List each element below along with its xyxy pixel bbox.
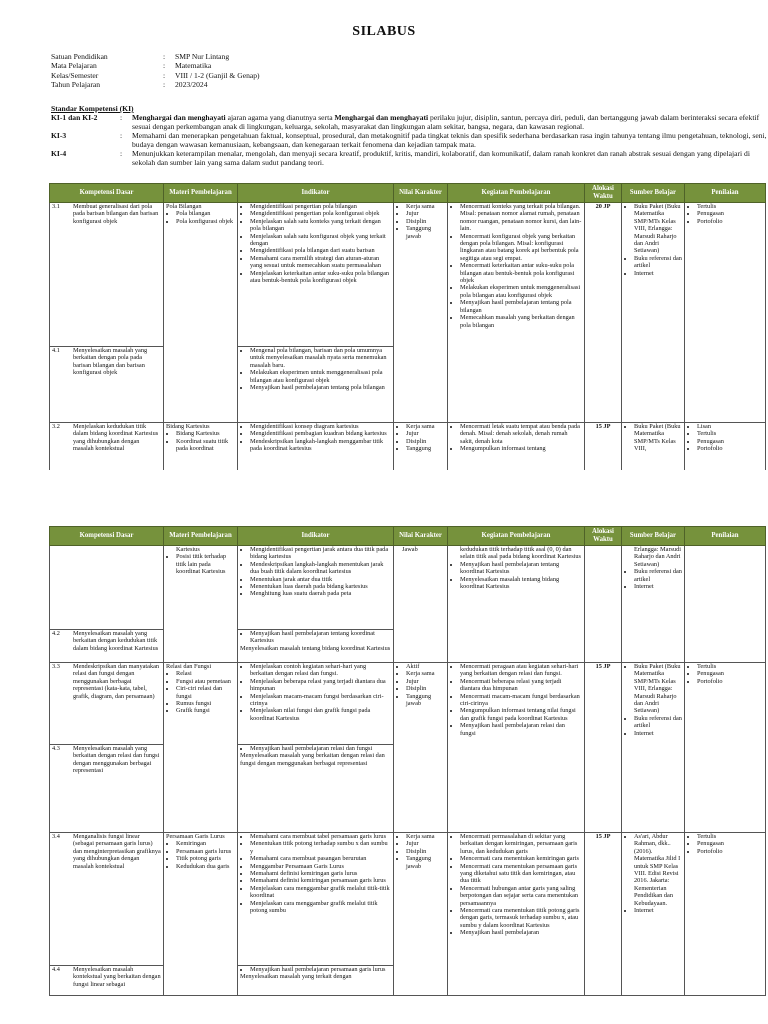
list-item: • Menjelaskan beberapa relasi yang terjadi diantara dua himpunan bbox=[250, 678, 391, 693]
header-alokasi: Alokasi Waktu bbox=[585, 527, 622, 546]
kd-number: 3.3 bbox=[52, 663, 60, 670]
info-label: Kelas/Semester bbox=[51, 70, 99, 80]
list-item: • Tertulis bbox=[697, 203, 763, 210]
list-item: • Memahami cara memilih strategi dan aturan-aturan yang sesuai untuk memecahkan suatu permasalahan bbox=[250, 255, 391, 270]
kd-text: Membuat generalisasi dari pola pada barisan bilangan dan barisan konfigurasi objek bbox=[73, 203, 159, 225]
list-item: • Menyajikan hasil pembelajaran persamaan garis lurus bbox=[250, 966, 391, 973]
penilaian-cell bbox=[685, 833, 766, 996]
header-kegiatan: Kegiatan Pembelajaran bbox=[448, 184, 585, 203]
nilai-cell bbox=[394, 546, 448, 663]
list-item: • As'ari, Abdur Rahman, dkk.. (2016). Matematika Jilid I untuk SMP Kelas VIII. Edisi Revisi 2016. Jakarta: Kementerian Pendidikan dan Kebudayaan. bbox=[634, 833, 682, 907]
header-sumber: Sumber Belajar bbox=[622, 184, 685, 203]
kegiatan-list bbox=[450, 561, 582, 591]
list-item: • Tanggung bbox=[406, 445, 445, 452]
materi-title: Persamaan Garis Lurus bbox=[166, 833, 225, 840]
list-item: • Memahami cara membuat pasangan berurutan bbox=[250, 855, 391, 862]
indikator-text: Menyelesaikan masalah yang berkaitan dengan relasi dan fungsi dengan menggunakan berbagai representasi bbox=[240, 752, 385, 767]
list-item: • Mencermati letak suatu tempat atau benda pada denah. Misal: denah sekolah, denah rumah sakit, denah kota bbox=[460, 423, 582, 445]
sumber-cell bbox=[622, 546, 685, 663]
list-item: • Menentukan jarak antar dua titik bbox=[250, 576, 391, 583]
alokasi-cell: 15 JP bbox=[585, 833, 622, 996]
list-item: • Buku Paket (Buku Matematika SMP/MTs Kelas VIII, Erlangga: Marsudi Raharjo dan Andri Setiawan) bbox=[634, 663, 682, 715]
list-item: • Mengidentifikasi pengertian jarak antara dua titik pada bidang kartesius bbox=[250, 546, 391, 561]
sumber-cell bbox=[622, 833, 685, 996]
ki-bold: Menghargai dan menghayati bbox=[132, 113, 226, 122]
list-item: • Mencermati beberapa relasi yang terjadi diantara dua himpunan bbox=[460, 678, 582, 693]
penilaian-list bbox=[687, 423, 763, 453]
kd-number: 4.3 bbox=[52, 745, 60, 752]
list-item: • Menentukan titik potong terhadap sumbu x dan sumbu y bbox=[250, 840, 391, 855]
nilai-list bbox=[396, 203, 445, 240]
list-item: • Internet bbox=[634, 730, 682, 737]
indikator-cell bbox=[238, 630, 394, 663]
materi-list bbox=[166, 670, 235, 714]
syllabus-table-2 bbox=[49, 526, 766, 996]
materi-list bbox=[166, 210, 235, 225]
ki-row-3 bbox=[51, 131, 768, 149]
ki-row-4 bbox=[51, 149, 768, 167]
kd-number: 3.1 bbox=[52, 203, 60, 210]
indikator-cell bbox=[238, 745, 394, 833]
list-item: • Memahami cara membuat tabel persamaan garis lurus bbox=[250, 833, 391, 840]
list-item: • Mengumpulkan informasi tentang nilai fungsi dan grafik fungsi pada koordinat Kartesius bbox=[460, 707, 582, 722]
list-item: • Menyajikan hasil pembelajaran tentang koordinat Kartesius bbox=[250, 630, 391, 645]
alokasi-cell: 15 JP bbox=[585, 663, 622, 833]
list-item: • Penugasan bbox=[697, 840, 763, 847]
sumber-list bbox=[624, 568, 682, 590]
list-item: • Menyajikan hasil pembelajaran relasi dan fungsi bbox=[250, 745, 391, 752]
kegiatan-list bbox=[450, 663, 582, 737]
list-item: • Jujur bbox=[406, 840, 445, 847]
header-indikator: Indikator bbox=[238, 184, 394, 203]
indikator-list bbox=[240, 630, 391, 645]
info-colon: : bbox=[163, 61, 166, 71]
kd-text: Menganalisis fungsi linear (sebagai persamaan garis lurus) dan menginterpretasikan grafiknya yang dihubungkan dengan masalah kontekstual bbox=[73, 833, 161, 870]
list-item: • Kerja sama bbox=[406, 423, 445, 430]
list-item: • Mencermati keterkaitan antar suku-suku pola bilangan atau bentuk-bentuk pola konfigurasi objek bbox=[460, 262, 582, 284]
header-materi: Materi Pembelajaran bbox=[164, 184, 238, 203]
table-row bbox=[50, 203, 766, 347]
info-label: Tahun Pelajaran bbox=[51, 80, 101, 90]
list-item: • Tanggung jawab bbox=[406, 855, 445, 870]
indikator-list bbox=[240, 833, 391, 914]
penilaian-cell bbox=[685, 546, 766, 663]
penilaian-list bbox=[687, 833, 763, 855]
nilai-cell bbox=[394, 423, 448, 470]
list-item: • Disiplin bbox=[406, 218, 445, 225]
info-row-mapel bbox=[51, 61, 260, 70]
penilaian-list bbox=[687, 203, 763, 225]
list-item: • Tanggung jawab bbox=[406, 693, 445, 708]
materi-title: Relasi dan Fungsi bbox=[166, 663, 212, 670]
list-item: • Disiplin bbox=[406, 438, 445, 445]
info-row-kelas bbox=[51, 71, 260, 80]
list-item: • Kerja sama bbox=[406, 203, 445, 210]
kd-text: Menyelesaikan masalah kontekstual yang berkaitan dengan fungsi linear sebagai bbox=[73, 966, 161, 988]
list-item: • Mengidentifikasi pengertian pola konfigurasi objek bbox=[250, 210, 391, 217]
info-row-tahun bbox=[51, 80, 260, 89]
info-label: Mata Pelajaran bbox=[51, 61, 97, 71]
ki-text-part: ajaran agama yang dianutnya serta bbox=[225, 113, 335, 122]
sumber-list bbox=[624, 423, 682, 453]
list-item: • Mengenal pola bilangan, barisan dan pola umumnya untuk menyelesaikan masalah nyata serta menemukan masalah baru. bbox=[250, 347, 391, 369]
sumber-list bbox=[624, 203, 682, 277]
indikator-cell bbox=[238, 966, 394, 996]
kd-cell bbox=[50, 966, 164, 996]
kegiatan-cell bbox=[448, 423, 585, 470]
list-item: • Menjelaskan cara menggambar grafik melalui titik-titik koordinat bbox=[250, 885, 391, 900]
list-item: • Menggambar Persamaan Garis Lurus bbox=[250, 863, 391, 870]
list-item: • Titik potong garis bbox=[176, 855, 235, 862]
kegiatan-cell bbox=[448, 833, 585, 996]
table-row bbox=[50, 423, 766, 470]
kd-number: 3.4 bbox=[52, 833, 60, 840]
header-penilaian: Penilaian bbox=[685, 184, 766, 203]
materi-cell bbox=[164, 833, 238, 996]
materi-cell bbox=[164, 423, 238, 470]
list-item: • Penugasan bbox=[697, 670, 763, 677]
list-item: • Fungsi atau pemetaan bbox=[176, 678, 235, 685]
alokasi-cell: 15 JP bbox=[585, 423, 622, 470]
list-item: • Internet bbox=[634, 270, 682, 277]
list-item: • Memahami definisi kemiringan garis lurus bbox=[250, 870, 391, 877]
kd-cell bbox=[50, 630, 164, 663]
syllabus-table-1 bbox=[49, 183, 766, 470]
penilaian-list bbox=[687, 663, 763, 685]
indikator-list bbox=[240, 745, 391, 752]
header-indikator: Indikator bbox=[238, 527, 394, 546]
list-item: • Portofolio bbox=[697, 445, 763, 452]
kegiatan-cell bbox=[448, 663, 585, 833]
list-item: • Internet bbox=[634, 907, 682, 914]
list-item: • Jujur bbox=[406, 210, 445, 217]
kd-number: 4.1 bbox=[52, 347, 60, 354]
kd-cell bbox=[50, 347, 164, 423]
list-item: • Lisan bbox=[697, 423, 763, 430]
header-kompetensi-dasar: Kompetensi Dasar bbox=[50, 527, 164, 546]
indikator-cell bbox=[238, 833, 394, 966]
kd-text: Menyelesaikan masalah yang berkaitan dengan pola pada barisan bilangan dan barisan konfigurasi objek bbox=[73, 347, 148, 377]
materi-title: Kartesius bbox=[176, 546, 200, 553]
penilaian-cell bbox=[685, 663, 766, 833]
list-item: • Koordinat suatu titik pada koordinat bbox=[176, 438, 235, 453]
info-value: 2023/2024 bbox=[175, 80, 208, 90]
list-item: • Ciri-ciri relasi dan fungsi bbox=[176, 685, 235, 700]
list-item: • Menjelaskan keterkaitan antar suku-suku pola bilangan atau bentuk-bentuk pola konfigurasi objek bbox=[250, 270, 391, 285]
indikator-cell bbox=[238, 663, 394, 745]
list-item: • Menyajikan hasil pembelajaran tentang pola bilangan bbox=[460, 299, 582, 314]
penilaian-cell bbox=[685, 203, 766, 423]
ki-row-1-2 bbox=[51, 113, 768, 131]
list-item: • Tertulis bbox=[697, 663, 763, 670]
header-alokasi: Alokasi Waktu bbox=[585, 184, 622, 203]
list-item: • Mengidentifikasi pembagian kuadran bidang kartesius bbox=[250, 430, 391, 437]
indikator-cell bbox=[238, 546, 394, 630]
kd-number: 4.2 bbox=[52, 630, 60, 637]
list-item: • Grafik fungsi bbox=[176, 707, 235, 714]
indikator-text: Menyelesaikan masalah yang terkait dengan bbox=[240, 973, 352, 981]
list-item: • Persamaan garis lurus bbox=[176, 848, 235, 855]
list-item: • Portofolio bbox=[697, 218, 763, 225]
list-item: • Kerja sama bbox=[406, 670, 445, 677]
list-item: • Memecahkan masalah yang berkaitan dengan pola bilangan bbox=[460, 314, 582, 329]
ki-heading: Standar Kompetensi (KI) bbox=[51, 104, 134, 113]
list-item: • Menyajikan hasil pembelajaran relasi dan fungsi bbox=[460, 722, 582, 737]
table-row bbox=[50, 663, 766, 745]
info-value: VIII / 1-2 (Ganjil & Genap) bbox=[175, 70, 260, 80]
list-item: • Buku referensi dan artikel bbox=[634, 255, 682, 270]
list-item: • Penugasan bbox=[697, 210, 763, 217]
nilai-cell bbox=[394, 203, 448, 423]
list-item: • Melakukan eksperimen untuk menggeneralisasi pola bilangan atau konfigurasi objek bbox=[460, 284, 582, 299]
list-item: • Buku Paket (Buku Matematika SMP/MTs Kelas VIII, bbox=[634, 423, 682, 453]
kegiatan-cell bbox=[448, 546, 585, 663]
list-item: • Kerja sama bbox=[406, 833, 445, 840]
sumber-cell bbox=[622, 423, 685, 470]
table-header-row bbox=[50, 184, 766, 203]
list-item: • Portofolio bbox=[697, 848, 763, 855]
materi-cell bbox=[164, 663, 238, 833]
materi-list bbox=[166, 553, 235, 575]
indikator-cell bbox=[238, 203, 394, 347]
table-header-row bbox=[50, 527, 766, 546]
list-item: • Aktif bbox=[406, 663, 445, 670]
list-item: • Menjelaskan salah satu konfigurasi objek yang terkait dengan bbox=[250, 233, 391, 248]
kd-cell bbox=[50, 663, 164, 745]
kd-text: Mendeskripsikan dan manyatakan relasi dan fungsi dengan menggunakan berbagai representasi (kata-kata, tabel, grafik, diagram, dan persamaan) bbox=[73, 663, 160, 700]
indikator-list bbox=[240, 546, 391, 598]
header-nilai-karakter: Nilai Karakter bbox=[394, 184, 448, 203]
list-item: • Melakukan eksperimen untuk menggeneralisasi pola bilangan atau konfigurasi objek bbox=[250, 369, 391, 384]
list-item: • Portofolio bbox=[697, 678, 763, 685]
page-title: SILABUS bbox=[352, 24, 416, 39]
ki-text: Menunjukkan keterampilan menalar, mengolah, dan menyaji secara kreatif, produktif, kritis, mandiri, kolaboratif, dan komunikatif, dalam ranah konkret dan ranah abstrak sesuai dengan yang dipelajari di sekolah dan sumber lain yang sama dalam sudut pandang teori. bbox=[132, 149, 750, 167]
list-item: • Buku referensi dan artikel bbox=[634, 568, 682, 583]
info-value: Matematika bbox=[175, 61, 212, 71]
nilai-cell bbox=[394, 833, 448, 996]
ki-bold: Menghargai dan menghayati bbox=[334, 113, 429, 122]
indikator-list bbox=[240, 663, 391, 722]
identity-block bbox=[51, 52, 260, 90]
nilai-cell bbox=[394, 663, 448, 833]
list-item: • Kedudukan dua garis bbox=[176, 863, 235, 870]
ki-text bbox=[132, 113, 768, 131]
list-item: • Menghitung luas suatu daerah pada peta bbox=[250, 590, 391, 597]
list-item: • Mengidentifikasi pengertian pola bilangan bbox=[250, 203, 391, 210]
indikator-list bbox=[240, 966, 391, 973]
kegiatan-text: kedudukan titik terhadap titik asal (0, 0) dan selain titik asal pada bidang koordinat Kartesius bbox=[460, 546, 582, 561]
indikator-text: Menyelesaikan masalah tentang bidang koordinat Kartesius bbox=[240, 644, 391, 652]
header-nilai-karakter: Nilai Karakter bbox=[394, 527, 448, 546]
sumber-cell bbox=[622, 203, 685, 423]
list-item: • Mengidentifikasi pola bilangan dari suatu barisan bbox=[250, 247, 391, 254]
list-item: • Menyajikan hasil pembelajaran tentang koordinat Kartesius bbox=[460, 561, 582, 576]
list-item: • Jujur bbox=[406, 430, 445, 437]
sumber-text: Erlangga: Marsudi Raharjo dan Andri Setiawan) bbox=[634, 546, 682, 568]
list-item: • Posisi titik terhadap titik lain pada koordinat Kartesius bbox=[176, 553, 235, 575]
list-item: • Mencermati hubungan antar garis yang saling berpotongan dan sejajar serta cara menentukan persamaannya bbox=[460, 885, 582, 907]
kegiatan-list bbox=[450, 423, 582, 453]
ki-section bbox=[51, 104, 768, 167]
nilai-text: Jawab bbox=[402, 546, 418, 553]
kd-text: Menyelesaikan masalah yang berkaitan dengan relasi dan fungsi dengan menggunakan berbagai representasi bbox=[73, 745, 160, 775]
ki-text-part: perilaku jujur, disiplin, santun, percaya diri, peduli, dan bertanggung jawab dalam berinteraksi secara efektif sesuai dengan perkembangan anak di lingkungan, keluarga, sekolah, masyarakat dan lingkungan alam sekitar, bangsa, negara, dan kawasan regional. bbox=[132, 113, 760, 131]
sumber-cell bbox=[622, 663, 685, 833]
list-item: • Mencermati cara menentukan titik potong garis dengan garis, termasuk terhadap sumbu x, atau sumbu y dalam koordinat Kartesius bbox=[460, 907, 582, 929]
header-sumber: Sumber Belajar bbox=[622, 527, 685, 546]
nilai-list bbox=[396, 423, 445, 453]
kd-number: 3.2 bbox=[52, 423, 60, 430]
indikator-cell bbox=[238, 423, 394, 470]
list-item: • Mengidentifikasi konsep diagram kartesius bbox=[250, 423, 391, 430]
nilai-list bbox=[396, 663, 445, 707]
info-label: Satuan Pendidikan bbox=[51, 52, 108, 61]
list-item: • Menjelaskan cara menggambar grafik melalui titik potong sumbu bbox=[250, 900, 391, 915]
ki-code: KI-3 bbox=[51, 131, 67, 140]
ki-colon: : bbox=[120, 149, 123, 158]
kegiatan-cell bbox=[448, 203, 585, 423]
materi-list bbox=[166, 430, 235, 452]
info-colon: : bbox=[163, 52, 166, 61]
nilai-list bbox=[396, 833, 445, 870]
list-item: • Menyajikan hasil pembelajaran bbox=[460, 929, 582, 936]
list-item: • Kemiringan bbox=[176, 840, 235, 847]
kd-cell bbox=[50, 745, 164, 833]
list-item: • Disiplin bbox=[406, 848, 445, 855]
list-item: • Mengumpulkan informasi tentang bbox=[460, 445, 582, 452]
list-item: • Menjelaskan nilai fungsi dan grafik fungsi pada koordinat Kartesius bbox=[250, 707, 391, 722]
kd-cell bbox=[50, 546, 164, 630]
materi-cell bbox=[164, 203, 238, 423]
header-materi: Materi Pembelajaran bbox=[164, 527, 238, 546]
kegiatan-list bbox=[450, 203, 582, 329]
alokasi-cell: 20 JP bbox=[585, 203, 622, 423]
list-item: • Mencermati konteks yang terkait pola bilangan. Misal: penataan nomor alamat rumah, penataan nomor ruangan, penataan nomor kursi, dan lain-lain. bbox=[460, 203, 582, 233]
list-item: • Pola konfigurasi objek bbox=[176, 218, 235, 225]
table-row bbox=[50, 546, 766, 630]
ki-text: Memahami dan menerapkan pengetahuan faktual, konseptual, prosedural, dan metakognitif pada tingkat teknis dan spesifik sederhana berdasarkan rasa ingin tahunya tentang ilmu pengetahuan, teknologi, seni, budaya dengan wawasan kemanusiaan, kebangsaan, dan kenegaraan terkait fenomena dan kejadian tampak mata. bbox=[132, 131, 767, 149]
list-item: • Mencermati peragaan atau kegiatan sehari-hari yang berkaitan dengan relasi dan fungsi. bbox=[460, 663, 582, 678]
header-penilaian: Penilaian bbox=[685, 527, 766, 546]
kd-text: Menyelesaikan masalah yang berkaitan dengan kedudukan titik dalam bidang koordinat Kartesius bbox=[73, 630, 159, 652]
indikator-list bbox=[240, 203, 391, 284]
list-item: • Rumus fungsi bbox=[176, 700, 235, 707]
list-item: • Buku Paket (Buku Matematika SMP/MTs Kelas VIII, Erlangga: Marsudi Raharjo dan Andri Setiawan) bbox=[634, 203, 682, 255]
indikator-list bbox=[240, 423, 391, 453]
table-row bbox=[50, 833, 766, 966]
list-item: • Internet bbox=[634, 583, 682, 590]
list-item: • Penugasan bbox=[697, 438, 763, 445]
sumber-list bbox=[624, 663, 682, 737]
list-item: • Buku referensi dan artikel bbox=[634, 715, 682, 730]
header-kegiatan: Kegiatan Pembelajaran bbox=[448, 527, 585, 546]
materi-title: Pola Bilangan bbox=[166, 203, 202, 210]
list-item: • Menjelaskan salah satu konteks yang terkait dengan pola bilangan bbox=[250, 218, 391, 233]
materi-list bbox=[166, 840, 235, 870]
list-item: • Menjelaskan contoh kegiatan sehari-hari yang berkaitan dengan relasi dan fungsi. bbox=[250, 663, 391, 678]
list-item: • Mendeskripsikan langkah-langkah menggambar titik pada koordinat kartesius bbox=[250, 438, 391, 453]
list-item: • Mencermati cara menentukan persamaan garis yang diketahui satu titik dan kemiringan, atau dua titik bbox=[460, 863, 582, 885]
ki-code: KI-4 bbox=[51, 149, 67, 158]
alokasi-cell bbox=[585, 546, 622, 663]
list-item: • Menyelesaikan masalah tentang bidang koordinat Kartesius bbox=[460, 576, 582, 591]
ki-code: KI-1 dan KI-2 bbox=[51, 113, 98, 122]
penilaian-cell bbox=[685, 423, 766, 470]
list-item: • Tertulis bbox=[697, 833, 763, 840]
ki-colon: : bbox=[120, 113, 123, 122]
list-item: • Mencermati cara menentukan kemiringan garis bbox=[460, 855, 582, 862]
ki-colon: : bbox=[120, 131, 123, 140]
list-item: • Mencermati permasalahan di sekitar yang berkaitan dengan kemiringan, persamaan garis lurus, dan kedudukan garis bbox=[460, 833, 582, 855]
list-item: • Tertulis bbox=[697, 430, 763, 437]
info-row-satuan bbox=[51, 52, 260, 61]
kd-text: Menjelaskan kedudukan titik dalam bidang koordinat Kartesius yang dihubungkan dengan masalah kontekstual bbox=[73, 423, 159, 453]
kd-cell bbox=[50, 833, 164, 966]
list-item: • Tanggung jawab bbox=[406, 225, 445, 240]
list-item: • Relasi bbox=[176, 670, 235, 677]
indikator-cell bbox=[238, 347, 394, 423]
list-item: • Menyajikan hasil pembelajaran tentang pola bilangan bbox=[250, 384, 391, 391]
list-item: • Mencermati macam-macam fungsi berdasarkan ciri-cirinya bbox=[460, 693, 582, 708]
info-colon: : bbox=[163, 70, 166, 80]
list-item: • Pola bilangan bbox=[176, 210, 235, 217]
indikator-list bbox=[240, 347, 391, 391]
materi-title: Bidang Kartesius bbox=[166, 423, 210, 430]
kd-cell bbox=[50, 423, 164, 470]
list-item: • Bidang Kartesius bbox=[176, 430, 235, 437]
list-item: • Mendeskripsikan langkah-langkah menentukan jarak dua buah titik dalam koordinat kartesius bbox=[250, 561, 391, 576]
list-item: • Jujur bbox=[406, 678, 445, 685]
info-colon: : bbox=[163, 80, 166, 90]
sumber-list bbox=[624, 833, 682, 914]
kd-cell bbox=[50, 203, 164, 347]
list-item: • Mencermati konfigurasi objek yang berkaitan dengan pola bilangan. Misal: konfigurasi lingkaran atau batang korek api berbentuk pola segitiga atau segi empat. bbox=[460, 233, 582, 263]
list-item: • Disiplin bbox=[406, 685, 445, 692]
info-value: SMP Nur Lintang bbox=[175, 52, 230, 61]
kd-number: 4.4 bbox=[52, 966, 60, 973]
materi-cell bbox=[164, 546, 238, 663]
list-item: • Memahami definisi kemiringan persamaan garis lurus bbox=[250, 877, 391, 884]
header-kompetensi-dasar: Kompetensi Dasar bbox=[50, 184, 164, 203]
list-item: • Menentukan luas daerah pada bidang kartesius bbox=[250, 583, 391, 590]
kegiatan-list bbox=[450, 833, 582, 937]
list-item: • Menjelaskan macam-macam fungsi berdasarkan ciri-cirinya bbox=[250, 693, 391, 708]
